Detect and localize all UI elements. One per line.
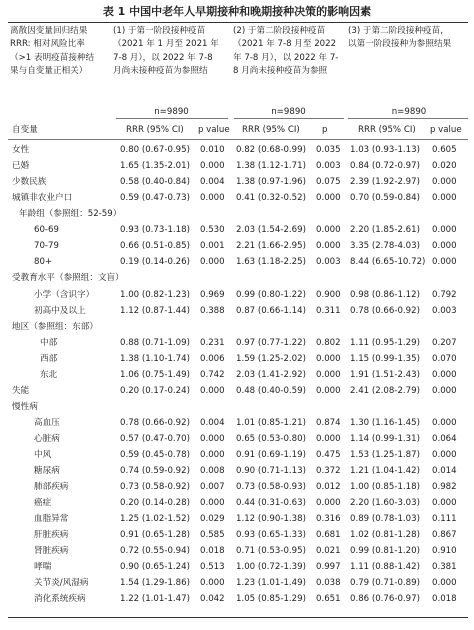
sample-size-2: n=9890 [271, 107, 306, 117]
p-value-model-1: 0.006 [200, 353, 225, 364]
p-value-model-2: 0.874 [316, 417, 341, 428]
table-row [0, 158, 474, 174]
table-row [0, 254, 474, 270]
table-row [0, 591, 474, 607]
p-value-model-3: 0.982 [432, 482, 457, 493]
table-row [0, 575, 474, 591]
table-row [0, 415, 474, 431]
rrr-model-3: 1.00 (0.85-1.18) [350, 482, 420, 493]
rrr-model-3: 2.41 (2.08-2.79) [350, 385, 420, 396]
rrr-model-2: 1.01 (0.85-1.21) [236, 417, 306, 428]
p-value-model-1: 0.018 [200, 546, 225, 557]
row-label: 初高中及以上 [34, 305, 86, 316]
p-value-model-3: 0.792 [432, 289, 457, 300]
table-row [0, 303, 474, 319]
p-value-model-1: 0.004 [200, 417, 225, 428]
rrr-model-3: 2.39 (1.92-2.97) [350, 177, 420, 188]
row-label: 肝脏疾病 [34, 530, 69, 541]
row-label: 肺部疾病 [34, 482, 69, 493]
rrr-model-2: 0.97 (0.77-1.22) [236, 337, 306, 348]
p-value-model-2: 0.316 [316, 514, 341, 525]
rrr-model-1: 0.59 (0.47-0.73) [120, 193, 190, 204]
top-rule [8, 22, 468, 23]
row-label: 血脂异常 [34, 514, 69, 525]
rrr-model-3: 2.20 (1.60-3.03) [350, 498, 420, 509]
rrr-model-3: 1.53 (1.25-1.87) [350, 449, 420, 460]
p-value-model-1: 0.001 [200, 241, 225, 252]
table-row [0, 190, 474, 206]
p-value-model-3: 0.070 [432, 353, 457, 364]
rrr-model-2: 1.23 (1.01-1.49) [236, 578, 306, 589]
p-value-model-1: 0.742 [200, 369, 225, 380]
p-value-model-1: 0.029 [200, 514, 225, 525]
table-row [0, 206, 474, 222]
rrr-model-1: 0.72 (0.55-0.94) [120, 546, 190, 557]
p-value-model-3: 0.064 [432, 433, 457, 444]
table-row [0, 238, 474, 254]
p-value-model-2: 0.012 [316, 482, 341, 493]
rrr-model-1: 0.91 (0.65-1.28) [120, 530, 190, 541]
table-row [0, 559, 474, 575]
n-rule-3 [348, 118, 468, 119]
table-row [0, 447, 474, 463]
rrr-model-2: 1.63 (1.18-2.25) [236, 257, 306, 268]
table-row [0, 463, 474, 479]
p-value-model-2: 0.038 [316, 578, 341, 589]
row-label: 70-79 [34, 241, 59, 252]
row-label: 城镇非农业户口 [12, 193, 73, 204]
row-label: 已婚 [12, 161, 30, 172]
header-description: 离散因变量回归结果 RRR: 相对风险比率 （>1 表明疫苗接种结 果与自变量正相关） [10, 26, 95, 77]
p-value-model-2: 0.000 [316, 225, 341, 236]
p-value-model-3: 0.003 [432, 305, 457, 316]
row-label: 地区（参照组：东部） [12, 321, 98, 332]
rrr-model-2: 0.44 (0.31-0.63) [236, 498, 306, 509]
p-value-model-1: 0.042 [200, 594, 225, 605]
col-header-rrr-3: RRR (95% CI) [358, 125, 416, 135]
p-value-model-3: 0.381 [432, 562, 457, 573]
rrr-model-3: 0.99 (0.81-1.20) [350, 546, 420, 557]
rrr-model-1: 0.66 (0.51-0.85) [120, 241, 190, 252]
row-label: 80+ [34, 257, 53, 268]
table-row [0, 174, 474, 190]
header-model-3: (3) 于第二阶段接种疫苗, 以第一阶段接种为参照结果 [348, 26, 452, 50]
rrr-model-3: 0.98 (0.86-1.12) [350, 289, 420, 300]
table-row [0, 479, 474, 495]
row-label: 慢性病 [12, 401, 38, 412]
row-label: 消化系统疾病 [34, 594, 86, 605]
p-value-model-2: 0.000 [316, 385, 341, 396]
table-row [0, 142, 474, 158]
table-row [0, 431, 474, 447]
table-row [0, 222, 474, 238]
p-value-model-1: 0.000 [200, 385, 225, 396]
p-value-model-2: 0.372 [316, 466, 341, 476]
rrr-model-1: 1.22 (1.01-1.47) [120, 594, 190, 605]
p-value-model-2: 0.000 [316, 433, 341, 444]
table-row [0, 399, 474, 415]
p-value-model-1: 0.000 [200, 193, 225, 204]
rrr-model-1: 1.06 (0.75-1.49) [120, 369, 190, 380]
row-label: 肾脏疾病 [34, 546, 69, 557]
p-value-model-1: 0.000 [200, 257, 225, 268]
table-row [0, 511, 474, 527]
bottom-rule [8, 617, 468, 618]
rrr-model-1: 0.73 (0.58-0.92) [120, 482, 190, 493]
rrr-model-3: 1.91 (1.51-2.43) [350, 369, 420, 380]
rrr-model-1: 0.80 (0.67-0.95) [120, 145, 190, 155]
p-value-model-1: 0.004 [200, 177, 225, 188]
row-label: 60-69 [34, 225, 59, 236]
p-value-model-1: 0.000 [200, 433, 225, 444]
p-value-model-1: 0.585 [200, 530, 225, 541]
table-row [0, 319, 474, 335]
col-header-rrr-1: RRR (95% CI) [126, 125, 184, 135]
p-value-model-3: 0.000 [432, 225, 457, 236]
p-value-model-3: 0.207 [432, 337, 457, 348]
rrr-model-2: 2.21 (1.66-2.95) [236, 241, 306, 252]
sample-size-1: n=9890 [154, 107, 189, 117]
row-label: 受教育水平（参照组：文盲） [12, 273, 124, 284]
p-value-model-3: 0.000 [432, 578, 457, 589]
sample-size-3: n=9890 [391, 107, 427, 117]
rrr-model-2: 0.87 (0.66-1.14) [236, 305, 306, 316]
table-row [0, 335, 474, 351]
rrr-model-3: 1.14 (0.99-1.31) [350, 433, 420, 444]
p-value-model-2: 0.000 [316, 498, 341, 509]
rrr-model-2: 1.38 (0.97-1.96) [236, 177, 306, 188]
rrr-model-3: 8.44 (6.65-10.72) [350, 257, 426, 268]
rrr-model-3: 0.70 (0.59-0.84) [350, 193, 420, 204]
p-value-model-2: 0.003 [316, 257, 341, 268]
rrr-model-3: 1.30 (1.16-1.45) [350, 417, 420, 428]
p-value-model-2: 0.997 [316, 562, 341, 573]
col-header-p-2: p [322, 125, 328, 135]
rrr-model-2: 0.82 (0.68-0.99) [236, 145, 306, 155]
p-value-model-3: 0.000 [432, 449, 457, 460]
p-value-model-1: 0.000 [200, 449, 225, 460]
rrr-model-2: 0.65 (0.53-0.80) [236, 433, 306, 444]
row-label: 西部 [40, 353, 58, 364]
table-row [0, 367, 474, 383]
rrr-model-3: 1.02 (0.81-1.28) [350, 530, 420, 541]
rrr-model-2: 2.03 (1.54-2.69) [236, 225, 306, 236]
p-value-model-3: 0.867 [432, 530, 457, 541]
row-label: 高血压 [34, 417, 60, 428]
row-label: 中风 [34, 449, 52, 460]
col-header-p-3: p value [430, 125, 462, 135]
p-value-model-3: 0.000 [432, 193, 457, 204]
p-value-model-3: 0.014 [432, 466, 457, 476]
row-label: 失能 [12, 385, 30, 396]
rrr-model-3: 0.86 (0.76-0.97) [350, 594, 420, 605]
p-value-model-3: 0.000 [432, 369, 457, 380]
table-row [0, 287, 474, 303]
rrr-model-1: 1.25 (1.02-1.52) [120, 514, 190, 525]
rrr-model-2: 0.48 (0.40-0.59) [236, 385, 306, 396]
p-value-model-3: 0.000 [432, 498, 457, 509]
rrr-model-2: 0.41 (0.32-0.52) [236, 193, 306, 204]
table-row [0, 495, 474, 511]
p-value-model-1: 0.513 [200, 562, 225, 573]
row-label: 东北 [40, 369, 58, 380]
table-row [0, 527, 474, 543]
p-value-model-2: 0.475 [316, 449, 341, 460]
p-value-model-1: 0.000 [200, 578, 225, 589]
p-value-model-3: 0.000 [432, 417, 457, 428]
p-value-model-3: 0.910 [432, 546, 457, 557]
p-value-model-2: 0.000 [316, 353, 341, 364]
row-label: 糖尿病 [34, 466, 60, 476]
p-value-model-1: 0.010 [200, 145, 225, 155]
rrr-model-1: 1.12 (0.87-1.44) [120, 305, 190, 316]
row-label: 年龄组（参照组：52-59） [19, 209, 122, 220]
header-model-2: (2) 于第二阶段接种疫苗 （2021 年 7-8 月至 2022 年 7-8 月），以 2022 年 7- 8 月尚未接种疫苗为参照 [233, 26, 339, 77]
rrr-model-3: 0.89 (0.78-1.03) [350, 514, 420, 525]
rrr-model-1: 1.00 (0.82-1.23) [120, 289, 190, 300]
p-value-model-2: 0.021 [316, 546, 341, 557]
rrr-model-3: 0.79 (0.71-0.89) [350, 578, 420, 589]
p-value-model-1: 0.007 [200, 482, 225, 493]
col-header-variable: 自变量 [12, 125, 38, 135]
row-label: 哮喘 [34, 562, 52, 573]
p-value-model-2: 0.311 [316, 305, 341, 316]
rrr-model-1: 0.57 (0.47-0.70) [120, 433, 190, 444]
rrr-model-1: 0.88 (0.71-1.09) [120, 337, 190, 348]
rrr-model-1: 0.58 (0.40-0.84) [120, 177, 190, 188]
p-value-model-3: 0.605 [432, 145, 457, 155]
rrr-model-1: 1.54 (1.29-1.86) [120, 578, 190, 589]
p-value-model-2: 0.035 [316, 145, 341, 155]
rrr-model-2: 0.71 (0.53-0.95) [236, 546, 306, 557]
header-model-1: (1) 于第一阶段接种疫苗 （2021 年 1 月至 2021 年 7-8 月），以 2022 年 7-8 月尚未接种疫苗为参照结 [113, 26, 219, 77]
rrr-model-2: 0.73 (0.58-0.93) [236, 482, 306, 493]
n-rule-1 [116, 118, 228, 119]
rrr-model-2: 1.59 (1.25-2.02) [236, 353, 306, 364]
col-header-rrr-2: RRR (95% CI) [242, 125, 300, 135]
rrr-model-1: 0.90 (0.65-1.24) [120, 562, 190, 573]
rrr-model-3: 1.11 (0.95-1.29) [350, 337, 420, 348]
row-label: 关节炎/风湿病 [34, 578, 89, 589]
p-value-model-1: 0.388 [200, 305, 225, 316]
rrr-model-2: 0.91 (0.69-1.19) [236, 449, 306, 460]
rrr-model-2: 0.90 (0.71-1.13) [236, 466, 306, 476]
rrr-model-3: 3.35 (2.78-4.03) [350, 241, 420, 252]
rrr-model-3: 1.15 (0.99-1.35) [350, 353, 420, 364]
p-value-model-2: 0.003 [316, 161, 341, 172]
table-row [0, 543, 474, 559]
p-value-model-1: 0.530 [200, 225, 225, 236]
rrr-model-1: 1.38 (1.10-1.74) [120, 353, 190, 364]
p-value-model-2: 0.681 [316, 530, 341, 541]
p-value-model-3: 0.111 [432, 514, 457, 525]
rrr-model-3: 2.20 (1.85-2.61) [350, 225, 420, 236]
p-value-model-2: 0.000 [316, 241, 341, 252]
rrr-model-2: 0.99 (0.80-1.22) [236, 289, 306, 300]
table-title: 表 1 中国中老年人早期接种和晚期接种决策的影响因素 [102, 5, 372, 18]
rrr-model-1: 0.19 (0.14-0.26) [120, 257, 190, 268]
row-label: 小学（含识字） [34, 289, 95, 300]
rrr-model-1: 1.65 (1.35-2.01) [120, 161, 190, 172]
p-value-model-3: 0.000 [432, 177, 457, 188]
p-value-model-3: 0.020 [432, 161, 457, 172]
rrr-model-1: 0.93 (0.73-1.18) [120, 225, 190, 236]
row-label: 少数民族 [12, 177, 47, 188]
rrr-model-1: 0.20 (0.17-0.24) [120, 385, 190, 396]
p-value-model-3: 0.018 [432, 594, 457, 605]
p-value-model-1: 0.000 [200, 498, 225, 509]
row-label: 心脏病 [34, 433, 60, 444]
p-value-model-2: 0.900 [316, 289, 341, 300]
rrr-model-1: 0.78 (0.66-0.92) [120, 417, 190, 428]
rrr-model-3: 0.78 (0.66-0.92) [350, 305, 420, 316]
p-value-model-1: 0.231 [200, 337, 225, 348]
p-value-model-2: 0.000 [316, 193, 341, 204]
rrr-model-1: 0.59 (0.45-0.78) [120, 449, 190, 460]
row-label: 女性 [12, 145, 30, 155]
p-value-model-2: 0.802 [316, 337, 341, 348]
p-value-model-2: 0.000 [316, 369, 341, 380]
p-value-model-3: 0.000 [432, 385, 457, 396]
rrr-model-3: 1.11 (0.88-1.42) [350, 562, 420, 573]
rrr-model-2: 1.00 (0.72-1.39) [236, 562, 306, 573]
row-label: 癌症 [34, 498, 52, 509]
table-row [0, 270, 474, 286]
p-value-model-1: 0.000 [200, 161, 225, 172]
col-header-p-1: p value [198, 125, 230, 135]
rrr-model-1: 0.74 (0.59-0.92) [120, 466, 190, 476]
p-value-model-1: 0.008 [200, 466, 225, 476]
table-row [0, 383, 474, 399]
p-value-model-3: 0.000 [432, 257, 457, 268]
rrr-model-2: 0.93 (0.65-1.33) [236, 530, 306, 541]
header-rule [8, 139, 468, 140]
p-value-model-3: 0.000 [432, 241, 457, 252]
row-label: 中部 [40, 337, 58, 348]
table-row [0, 351, 474, 367]
p-value-model-2: 0.075 [316, 177, 341, 188]
n-rule-2 [234, 118, 344, 119]
rrr-model-2: 1.05 (0.85-1.29) [236, 594, 306, 605]
p-value-model-1: 0.969 [200, 289, 225, 300]
rrr-model-2: 1.38 (1.12-1.71) [236, 161, 306, 172]
rrr-model-1: 0.20 (0.14-0.28) [120, 498, 190, 509]
p-value-model-2: 0.651 [316, 594, 341, 605]
rrr-model-2: 2.03 (1.41-2.92) [236, 369, 306, 380]
rrr-model-3: 0.84 (0.72-0.97) [350, 161, 420, 172]
rrr-model-3: 1.03 (0.93-1.13) [350, 145, 420, 155]
rrr-model-3: 1.21 (1.04-1.42) [350, 466, 420, 476]
rrr-model-2: 1.12 (0.90-1.38) [236, 514, 306, 525]
